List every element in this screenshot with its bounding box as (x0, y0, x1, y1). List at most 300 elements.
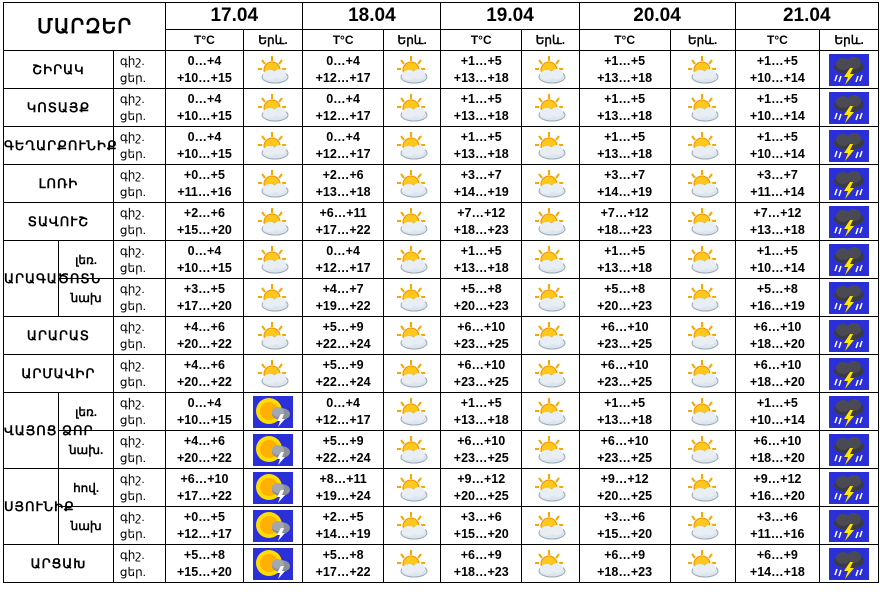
period-labels (113, 393, 165, 431)
day-temp: +15…+20 (597, 526, 653, 541)
table-row (4, 203, 879, 241)
date-header: 20.04 (579, 3, 735, 30)
day-temp: +12…+17 (315, 108, 371, 123)
day-temp: +16…+20 (749, 488, 805, 503)
weather-cell (522, 317, 580, 355)
night-temp: 0…+4 (326, 395, 360, 410)
thunderstorm-icon (829, 320, 869, 352)
day-temp: +13…+18 (597, 412, 653, 427)
night-label: գիշ. (119, 319, 145, 334)
night-label: գիշ. (119, 53, 145, 68)
temperature-cell (441, 507, 522, 545)
temperature-cell (166, 51, 243, 89)
subregion-label: նախ (59, 279, 113, 317)
day-temp: +20…+22 (176, 450, 232, 465)
weather-cell (522, 51, 580, 89)
temperature-cell (303, 127, 384, 165)
night-label: գիշ. (119, 433, 145, 448)
temperature-cell (735, 51, 820, 89)
partly-cloudy-icon (530, 207, 570, 237)
temperature-cell (166, 469, 243, 507)
temp-col-header: T°C (735, 30, 820, 51)
temperature-cell (735, 203, 820, 241)
subregion-label: հով. (59, 469, 113, 507)
region-name: ՎԱՅՈՑ ՁՈՐ (4, 393, 59, 469)
day-label: ցեր. (119, 70, 147, 85)
weather-cell (243, 89, 303, 127)
night-temp: +1…+5 (756, 53, 798, 68)
day-temp: +12…+17 (315, 70, 371, 85)
partly-cloudy-icon (530, 473, 570, 503)
night-temp: +1…+5 (460, 91, 502, 106)
day-temp: +15…+20 (176, 564, 232, 579)
night-temp: +3…+5 (183, 281, 225, 296)
day-temp: +23…+25 (597, 450, 653, 465)
day-temp: +23…+25 (453, 336, 509, 351)
night-label: գիշ. (119, 395, 145, 410)
weather-cell (670, 241, 735, 279)
temperature-cell (735, 431, 820, 469)
partly-cloudy-icon (683, 511, 723, 541)
night-temp: +6…+10 (457, 433, 506, 448)
partly-cloudy-icon (392, 169, 432, 199)
partly-cloudy-icon (392, 55, 432, 85)
temperature-cell (166, 279, 243, 317)
partly-cloudy-icon (683, 321, 723, 351)
temperature-cell (441, 355, 522, 393)
night-temp: 0…+4 (326, 53, 360, 68)
temperature-cell (303, 165, 384, 203)
weather-cell (670, 545, 735, 583)
weather-cell (243, 469, 303, 507)
temp-col-header: T°C (441, 30, 522, 51)
temperature-cell (441, 89, 522, 127)
partly-cloudy-icon (253, 359, 293, 389)
day-temp: +19…+24 (315, 488, 371, 503)
night-temp: +6…+10 (457, 357, 506, 372)
day-temp: +19…+22 (315, 298, 371, 313)
temperature-cell (166, 165, 243, 203)
table-row (4, 469, 879, 507)
temperature-cell (579, 317, 670, 355)
temperature-cell (303, 393, 384, 431)
temperature-cell (735, 317, 820, 355)
temperature-cell (166, 241, 243, 279)
temperature-cell (441, 545, 522, 583)
night-temp: +6…+10 (753, 357, 802, 372)
partly-cloudy-icon (530, 321, 570, 351)
thunderstorm-icon (829, 206, 869, 238)
temperature-cell (579, 507, 670, 545)
period-labels (113, 279, 165, 317)
temperature-cell (579, 431, 670, 469)
table-row (4, 89, 879, 127)
day-temp: +12…+17 (315, 146, 371, 161)
day-temp: +13…+18 (453, 108, 509, 123)
night-temp: +2…+6 (322, 167, 364, 182)
temperature-cell (735, 89, 820, 127)
temperature-cell (441, 431, 522, 469)
weather-cell (243, 165, 303, 203)
temperature-cell (579, 355, 670, 393)
weather-cell (820, 545, 879, 583)
temperature-cell (735, 127, 820, 165)
period-labels (113, 469, 165, 507)
night-label: գիշ. (119, 281, 145, 296)
day-temp: +13…+18 (453, 70, 509, 85)
day-temp: +12…+17 (315, 260, 371, 275)
temperature-cell (166, 355, 243, 393)
day-temp: +15…+20 (176, 222, 232, 237)
day-temp: +10…+14 (749, 412, 805, 427)
weather-cell (820, 431, 879, 469)
table-row (4, 51, 879, 89)
day-temp: +20…+25 (453, 488, 509, 503)
temperature-cell (579, 545, 670, 583)
night-temp: +6…+9 (604, 547, 646, 562)
partly-cloudy-icon (683, 55, 723, 85)
day-label: ցեր. (119, 374, 147, 389)
day-temp: +17…+22 (315, 222, 371, 237)
weather-cell (243, 203, 303, 241)
date-header: 19.04 (441, 3, 579, 30)
weather-cell (522, 241, 580, 279)
weather-cell (820, 89, 879, 127)
partly-cloudy-icon (392, 473, 432, 503)
day-temp: +23…+25 (453, 450, 509, 465)
sun-storm-icon (253, 472, 293, 504)
temperature-cell (735, 355, 820, 393)
weather-cell (820, 507, 879, 545)
weather-cell (383, 431, 441, 469)
partly-cloudy-icon (530, 549, 570, 579)
period-labels (113, 507, 165, 545)
weather-cell (820, 127, 879, 165)
table-row (4, 241, 879, 279)
weather-cell (522, 469, 580, 507)
partly-cloudy-icon (392, 207, 432, 237)
day-temp: +11…+14 (750, 184, 805, 199)
night-temp: +5…+8 (604, 281, 646, 296)
weather-cell (383, 165, 441, 203)
temp-col-header: T°C (579, 30, 670, 51)
night-temp: +3…+7 (604, 167, 646, 182)
partly-cloudy-icon (392, 511, 432, 541)
temperature-cell (579, 127, 670, 165)
thunderstorm-icon (829, 130, 869, 162)
day-temp: +18…+20 (749, 336, 805, 351)
thunderstorm-icon (829, 396, 869, 428)
partly-cloudy-icon (683, 473, 723, 503)
weather-cell (383, 89, 441, 127)
night-temp: +7…+12 (457, 205, 506, 220)
night-temp: +1…+5 (604, 243, 646, 258)
weather-cell (670, 203, 735, 241)
period-labels (113, 317, 165, 355)
weather-cell (243, 279, 303, 317)
period-labels (113, 165, 165, 203)
weather-cell (522, 355, 580, 393)
temperature-cell (303, 241, 384, 279)
weather-cell (670, 469, 735, 507)
day-temp: +23…+25 (453, 374, 509, 389)
region-name: ՍՅՈՒՆԻՔ (4, 469, 59, 545)
weather-col-header: Երև. (383, 30, 441, 51)
weather-col-header: Երև. (820, 30, 879, 51)
partly-cloudy-icon (253, 169, 293, 199)
day-temp: +13…+18 (453, 260, 509, 275)
night-temp: +1…+5 (756, 91, 798, 106)
night-temp: +1…+5 (604, 91, 646, 106)
night-temp: +1…+5 (756, 243, 798, 258)
temperature-cell (303, 355, 384, 393)
weather-cell (670, 317, 735, 355)
day-temp: +20…+22 (176, 374, 232, 389)
weather-cell (670, 51, 735, 89)
temperature-cell (735, 165, 820, 203)
partly-cloudy-icon (683, 207, 723, 237)
table-row (4, 507, 879, 545)
weather-cell (522, 279, 580, 317)
day-temp: +11…+16 (177, 184, 232, 199)
thunderstorm-icon (829, 168, 869, 200)
day-temp: +13…+18 (597, 146, 653, 161)
night-temp: +1…+5 (604, 129, 646, 144)
weather-col-header: Երև. (522, 30, 580, 51)
partly-cloudy-icon (392, 321, 432, 351)
subregion-label: լեռ. (59, 393, 113, 431)
weather-cell (383, 469, 441, 507)
thunderstorm-icon (829, 548, 869, 580)
day-temp: +17…+20 (176, 298, 232, 313)
weather-cell (383, 507, 441, 545)
night-temp: +6…+9 (756, 547, 798, 562)
night-temp: +7…+12 (753, 205, 802, 220)
sun-storm-icon (253, 510, 293, 542)
partly-cloudy-icon (253, 131, 293, 161)
temperature-cell (441, 279, 522, 317)
temperature-cell (166, 317, 243, 355)
temperature-cell (303, 203, 384, 241)
night-label: գիշ. (119, 471, 145, 486)
night-temp: +1…+5 (604, 395, 646, 410)
thunderstorm-icon (829, 244, 869, 276)
thunderstorm-icon (829, 92, 869, 124)
night-temp: +1…+5 (460, 395, 502, 410)
weather-cell (522, 545, 580, 583)
day-temp: +18…+20 (749, 450, 805, 465)
subregion-label: նախ. (59, 431, 113, 469)
subregion-label: լեռ. (59, 241, 113, 279)
thunderstorm-icon (829, 434, 869, 466)
temperature-cell (579, 51, 670, 89)
weather-col-header: Երև. (243, 30, 303, 51)
period-labels (113, 203, 165, 241)
night-temp: +4…+6 (183, 433, 225, 448)
weather-cell (383, 393, 441, 431)
day-label: ցեր. (119, 298, 147, 313)
period-labels (113, 241, 165, 279)
night-temp: +1…+5 (604, 53, 646, 68)
partly-cloudy-icon (683, 93, 723, 123)
period-labels (113, 545, 165, 583)
weather-cell (820, 165, 879, 203)
day-temp: +17…+22 (176, 488, 232, 503)
day-temp: +14…+19 (315, 526, 371, 541)
night-temp: +9…+12 (600, 471, 649, 486)
temperature-cell (166, 127, 243, 165)
night-temp: +4…+7 (322, 281, 364, 296)
weather-cell (383, 279, 441, 317)
partly-cloudy-icon (253, 283, 293, 313)
table-row (4, 431, 879, 469)
region-name: ԼՈՌԻ (4, 165, 114, 203)
partly-cloudy-icon (253, 245, 293, 275)
partly-cloudy-icon (530, 283, 570, 313)
day-label: ցեր. (119, 336, 147, 351)
period-labels (113, 355, 165, 393)
temperature-cell (441, 165, 522, 203)
partly-cloudy-icon (683, 245, 723, 275)
weather-cell (383, 51, 441, 89)
temperature-cell (735, 279, 820, 317)
region-name: ԿՈՏԱՅՔ (4, 89, 114, 127)
day-temp: +18…+23 (597, 222, 653, 237)
day-temp: +18…+23 (453, 564, 509, 579)
day-label: ցեր. (119, 108, 147, 123)
table-row (4, 545, 879, 583)
day-temp: +22…+24 (315, 450, 371, 465)
weather-cell (522, 89, 580, 127)
weather-cell (820, 203, 879, 241)
temperature-cell (441, 203, 522, 241)
night-temp: +6…+10 (600, 319, 649, 334)
day-label: ցեր. (119, 488, 147, 503)
day-temp: +18…+23 (597, 564, 653, 579)
partly-cloudy-icon (253, 55, 293, 85)
region-name: ԳԵՂԱՐՔՈՒՆԻՔ (4, 127, 114, 165)
weather-cell (243, 127, 303, 165)
night-temp: 0…+4 (187, 395, 222, 410)
period-labels (113, 127, 165, 165)
temperature-cell (303, 51, 384, 89)
temperature-cell (579, 89, 670, 127)
weather-cell (670, 431, 735, 469)
day-temp: +12…+17 (176, 526, 232, 541)
partly-cloudy-icon (392, 549, 432, 579)
day-temp: +11…+16 (750, 526, 805, 541)
temperature-cell (166, 89, 243, 127)
partly-cloudy-icon (683, 397, 723, 427)
day-temp: +10…+14 (749, 260, 805, 275)
region-name: ԱՐԱԳԱԾՈՏՆ (4, 241, 59, 317)
weather-cell (522, 507, 580, 545)
night-temp: +7…+12 (600, 205, 649, 220)
thunderstorm-icon (829, 510, 869, 542)
night-label: գիշ. (119, 243, 145, 258)
period-labels (113, 89, 165, 127)
weather-cell (522, 165, 580, 203)
weather-cell (383, 127, 441, 165)
day-temp: +10…+15 (176, 70, 232, 85)
weather-cell (670, 89, 735, 127)
weather-cell (243, 431, 303, 469)
temperature-cell (166, 431, 243, 469)
temperature-cell (166, 393, 243, 431)
night-label: գիշ. (119, 509, 145, 524)
weather-cell (243, 393, 303, 431)
region-name: ՏԱՎՈՒՇ (4, 203, 114, 241)
temperature-cell (441, 469, 522, 507)
table-row (4, 317, 879, 355)
temperature-cell (303, 89, 384, 127)
night-temp: +1…+5 (460, 53, 502, 68)
partly-cloudy-icon (683, 435, 723, 465)
day-label: ցեր. (119, 260, 147, 275)
day-label: ցեր. (119, 526, 147, 541)
temperature-cell (735, 469, 820, 507)
weather-cell (670, 355, 735, 393)
partly-cloudy-icon (392, 435, 432, 465)
night-label: գիշ. (119, 167, 145, 182)
temperature-cell (441, 393, 522, 431)
table-row (4, 165, 879, 203)
night-temp: +2…+5 (322, 509, 364, 524)
partly-cloudy-icon (683, 549, 723, 579)
day-temp: +18…+23 (453, 222, 509, 237)
temperature-cell (579, 469, 670, 507)
temperature-cell (166, 545, 243, 583)
page-title: ՄԱՐԶԵՐ (4, 3, 166, 51)
temperature-cell (735, 545, 820, 583)
temperature-cell (735, 241, 820, 279)
table-row (4, 393, 879, 431)
day-temp: +20…+22 (176, 336, 232, 351)
region-name: ԱՐՑԱԽ (4, 545, 114, 583)
partly-cloudy-icon (253, 207, 293, 237)
night-temp: +5…+8 (322, 547, 364, 562)
partly-cloudy-icon (530, 169, 570, 199)
partly-cloudy-icon (530, 93, 570, 123)
day-temp: +20…+23 (453, 298, 509, 313)
day-temp: +16…+19 (749, 298, 805, 313)
night-temp: +4…+6 (183, 319, 225, 334)
night-temp: +1…+5 (756, 129, 798, 144)
weather-cell (670, 165, 735, 203)
night-temp: 0…+4 (326, 91, 360, 106)
weather-cell (522, 431, 580, 469)
period-labels (113, 431, 165, 469)
thunderstorm-icon (829, 282, 869, 314)
night-label: գիշ. (119, 547, 145, 562)
day-temp: +13…+18 (597, 260, 653, 275)
day-temp: +17…+22 (315, 564, 371, 579)
temperature-cell (735, 393, 820, 431)
day-temp: +10…+14 (749, 70, 805, 85)
weather-cell (820, 469, 879, 507)
night-temp: +4…+6 (183, 357, 225, 372)
weather-cell (243, 507, 303, 545)
temp-col-header: T°C (166, 30, 243, 51)
temperature-cell (441, 51, 522, 89)
night-temp: +5…+8 (183, 547, 225, 562)
weather-cell (820, 355, 879, 393)
sun-storm-icon (253, 434, 293, 466)
day-label: ցեր. (119, 412, 147, 427)
temperature-cell (303, 317, 384, 355)
period-labels (113, 51, 165, 89)
night-temp: 0…+4 (326, 243, 360, 258)
